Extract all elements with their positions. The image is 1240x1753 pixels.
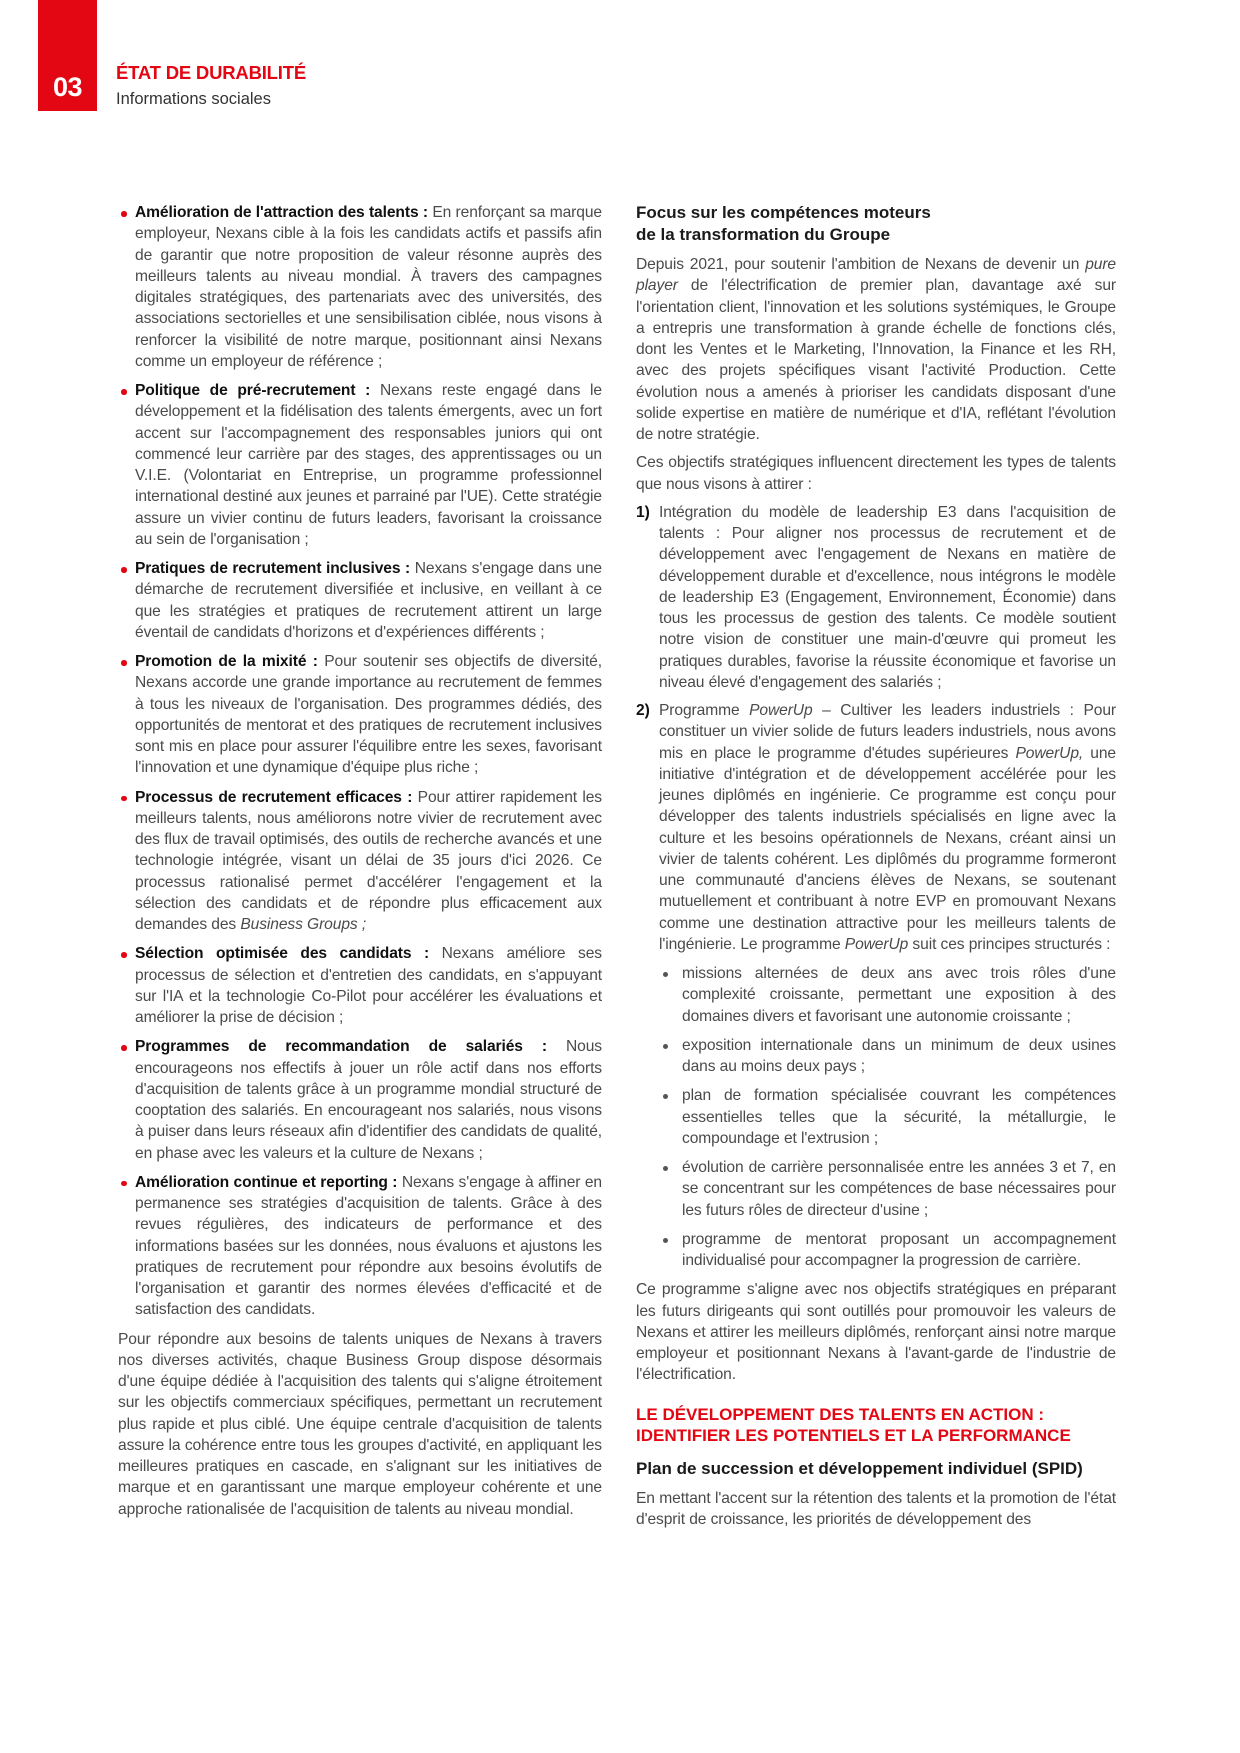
closing-paragraph: Pour répondre aux besoins de talents uniques de Nexans à travers nos diverses activités, chaque Business Group dispose désormais d'une équipe dédiée à l'acquisition des talents qui s'aligne étroitement sur les objectifs commerciaux spécifiques, permettant un recrutement plus rapide et plus ciblé. Une équipe centrale d'acquisition de talents assure la cohérence entre tous les groupes d'activité, en appliquant les meilleures pratiques en cascade, en s'alignant sur les initiatives de marque et en garantissant une marque employeur cohérente et une approche rationalisée de l'acquisition de talents au niveau mondial. — [118, 1330, 602, 1518]
objectives-paragraph: Ces objectifs stratégiques influencent directement les types de talents que nous visons à attirer : — [636, 454, 1116, 493]
list-item: programme de mentorat proposant un accompagnement individualisé pour accompagner la progression de carrière. — [659, 1229, 1116, 1272]
page-number: 03 — [52, 72, 83, 102]
list-item: Politique de pré-recrutement : Nexans reste engagé dans le développement et la fidélisation des talents émergents, avec un fort accent sur l'accompagnement des responsables juniors qui ont commencé leur carrière par des stages, des apprentissages ou un V.I.E. (Volontariat en Entreprise, un programme professionnel international destiné aux jeunes et parrainé par l'UE). Cette stratégie assure un vivier continu de futurs leaders, favorisant la croissance au sein de l'organisation ; — [118, 380, 602, 550]
section-subtitle: Informations sociales — [116, 90, 271, 108]
list-item: 1) Intégration du modèle de leadership E3 dans l'acquisition de talents : Pour aligner nos processus de recrutement et de développement avec l'engagement de Nexans en matière de développement durable et d'excellence, nous intégrons le modèle de leadership E3 (Engagement, Environnement, Économie) dans tous les processus de gestion des talents. Ce modèle soutient notre vision de constituer une main-d'œuvre qui promeut les pratiques durables, favorise la réussite économique et favorise un niveau élevé d'engagement des salariés ; — [636, 503, 1116, 691]
list-item: Pratiques de recrutement inclusives : Nexans s'engage dans une démarche de recrutement diversifiée et inclusive, en veillant à ce que les stratégies et pratiques de recrutement attirent un large éventail de candidats d'horizons et d'expériences différents ; — [118, 558, 602, 643]
list-item: plan de formation spécialisée couvrant les compétences essentielles telles que la sécurité, la métallurgie, le compoundage et l'extrusion ; — [659, 1085, 1116, 1149]
list-item: Sélection optimisée des candidats : Nexans améliore ses processus de sélection et d'entretien des candidats, en s'appuyant sur l'IA et la technologie Co-Pilot pour accélérer les évaluations et améliorer la prise de décision ; — [118, 943, 602, 1028]
section-heading: LE DÉVELOPPEMENT DES TALENTS EN ACTION : IDENTIFIER LES POTENTIELS ET LA PERFORMANCE — [636, 1404, 1071, 1445]
powerup-principles-list — [659, 963, 1116, 1271]
intro-paragraph: Depuis 2021, pour soutenir l'ambition de Nexans de devenir un pure player de l'électrification de premier plan, davantage axé sur l'orientation client, l'innovation et les solutions systémiques, le Groupe a entrepris une transformation à grande échelle de fonctions clés, dont les Ventes et le Marketing, l'Innovation, la Finance et les RH, avec des projets spécifiques visant l'activité Production. Cette évolution nous a amenés à prioriser les candidats disposant d'une solide expertise en matière de numérique et d'IA, reflétant l'évolution de notre stratégie. — [636, 256, 1116, 443]
spid-paragraph: En mettant l'accent sur la rétention des talents et la promotion de l'état d'esprit de croissance, les priorités de développement des — [636, 1489, 1116, 1528]
list-item: exposition internationale dans un minimum de deux usines dans au moins deux pays ; — [659, 1035, 1116, 1078]
list-number: 2) — [636, 702, 650, 719]
list-number: 1) — [636, 503, 650, 521]
list-item: Promotion de la mixité : Pour soutenir ses objectifs de diversité, Nexans accorde une grande importance au recrutement de femmes à tous les niveaux de l'organisation. Des programmes dédiés, des opportunités de mentorat et des pratiques de recrutement inclusives sont mis en place pour assurer l'équilibre entre les sexes, favorisant l'innovation et une dynamique d'équipe plus riche ; — [118, 651, 602, 779]
page-number-tab — [38, 0, 97, 111]
spid-heading: Plan de succession et développement individuel (SPID) — [636, 1458, 1083, 1478]
right-column — [636, 202, 1116, 1537]
list-item: missions alternées de deux ans avec trois rôles d'une complexité croissante, permettant une exposition à des domaines divers et favorisant une autonomie croissante ; — [659, 963, 1116, 1027]
focus-heading: Focus sur les compétences moteurs de la transformation du Groupe — [636, 203, 931, 244]
conclusion-paragraph: Ce programme s'aligne avec nos objectifs stratégiques en préparant les futurs dirigeants qui sont outillés pour promouvoir les valeurs de Nexans et attirer les meilleurs diplômés, renforçant ainsi notre marque employeur et positionnant Nexans à l'avant-garde de l'industrie de l'électrification. — [636, 1281, 1116, 1384]
list-item: Processus de recrutement efficaces : Pour attirer rapidement les meilleurs talents, nous améliorons notre vivier de recrutement avec des flux de travail optimisés, des outils de recherche avancés et une technologie intégrée, visant un délai de 35 jours d'ici 2026. Ce processus rationalisé permet d'accélérer l'engagement et la sélection des candidats et de répondre plus efficacement aux demandes des Business Groups ; — [118, 787, 602, 936]
list-item: évolution de carrière personnalisée entre les années 3 et 7, en se concentrant sur les compétences de base nécessaires pour les futurs rôles de directeur d'usine ; — [659, 1157, 1116, 1221]
section-title: ÉTAT DE DURABILITÉ — [116, 62, 306, 83]
left-column — [118, 202, 602, 1527]
talent-attraction-list — [118, 202, 602, 1321]
list-item: 2) Programme PowerUp – Cultiver les leaders industriels : Pour constituer un vivier solide de futurs leaders industriels, nous avons mis en place le programme d'études supérieures PowerUp, une initiative d'intégration et de développement accélérée pour les jeunes diplômés en ingénierie. Ce programme est conçu pour développer des talents industriels spécialisés en ligne avec la culture et les besoins opérationnels de Nexans, créant ainsi un vivier de talents cohérent. Les diplômés du programme formeront une communauté d'anciens élèves de Nexans, se soutenant mutuellement et contribuant à notre EVP en promouvant Nexans comme une destination attractive pour les meilleurs talents de l'ingénierie. Le programme PowerUp suit ces principes structurés : missions alternées de deux ans avec trois rôles d'une complexité croissante, permettant une exposition à des domaines divers et favorisant une autonomie croissante ; exposition internationale dans un minimum de deux usines dans au moins deux pays ; plan de formation spécialisée couvrant les compétences essentielles telles que la sécurité, la métallurgie, le compoundage et l'extrusion ; évolution de carrière personnalisée entre les années 3 et 7, en se concentrant sur les compétences de base nécessaires pour les futurs rôles de directeur d'usine ; programme de mentorat proposant un accompagnement individualisé pour accompagner la progression de carrière. — [636, 700, 1116, 1271]
list-item: Amélioration continue et reporting : Nexans s'engage à affiner en permanence ses stratégies d'acquisition de talents. Grâce à des revues régulières, des indicateurs de performance et des informations basées sur les données, nous évaluons et ajustons les pratiques de recrutement pour répondre aux besoins évolutifs de l'organisation et garantir des normes élevées d'efficacité et de satisfaction des candidats. — [118, 1172, 602, 1321]
numbered-list — [636, 502, 1116, 1272]
list-item: Programmes de recommandation de salariés : Nous encourageons nos effectifs à jouer un rôle actif dans nos efforts d'acquisition de talents grâce à un programme mondial structuré de cooptation des salariés. En encourageant nos salariés, nous visons à puiser dans leurs réseaux afin d'identifier des candidats de qualité, en phase avec les valeurs et la culture de Nexans ; — [118, 1036, 602, 1164]
list-item: Amélioration de l'attraction des talents : En renforçant sa marque employeur, Nexans cible à la fois les candidats actifs et passifs afin de garantir que notre proposition de valeur résonne auprès des meilleurs talents au niveau mondial. À travers des campagnes digitales stratégiques, des partenariats avec des universités, des associations sectorielles et une sensibilisation ciblée, nous visons à renforcer la visibilité de notre marque, positionnant ainsi Nexans comme un employeur de référence ; — [118, 202, 602, 372]
